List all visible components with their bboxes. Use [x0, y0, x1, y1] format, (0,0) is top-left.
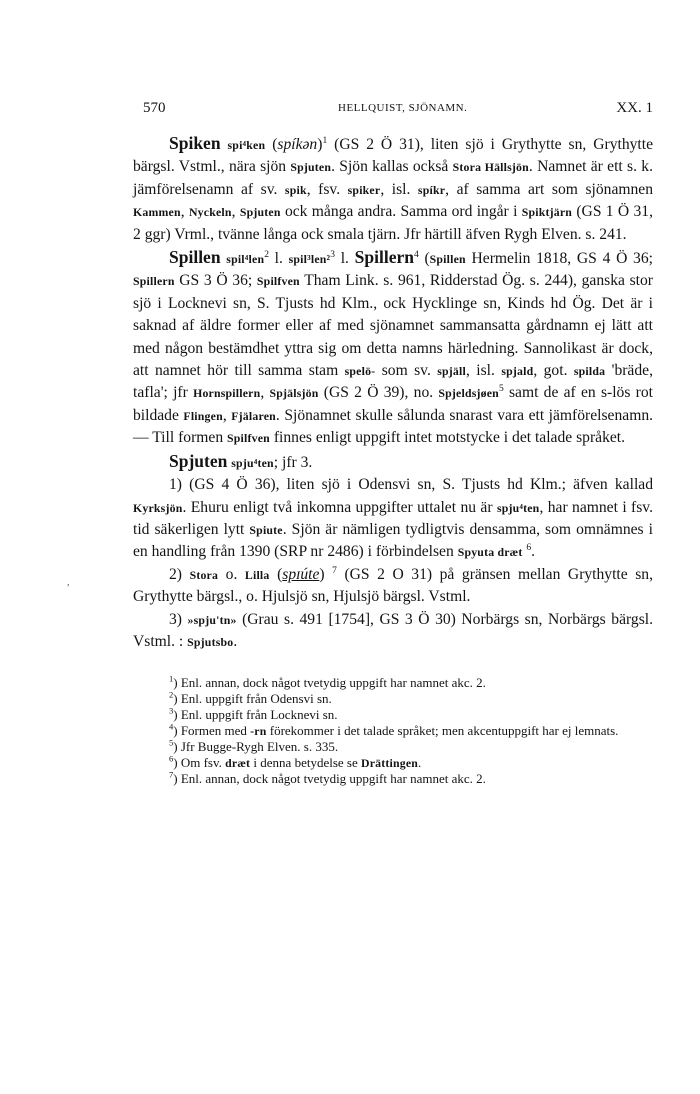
text: , fsv.	[306, 180, 348, 198]
text: (GS 2 O 31) på gränsen mellan Grythytte sn, Grythytte bärgsl., o. Hjulsjö sn, Hjulsjö bärgsl. Vstml.	[133, 565, 654, 606]
footnote-number: 1	[169, 674, 174, 685]
text: finnes enligt uppgift intet motstycke i det talade språket.	[269, 429, 626, 447]
text: ; jfr 3.	[273, 453, 313, 471]
text: , af samma art som sjönamnen	[445, 180, 654, 198]
subentry-1	[133, 474, 653, 564]
place-name: Spjeldsjøen	[438, 386, 499, 401]
text: (GS 2 Ö 39), no.	[318, 384, 439, 402]
footnote-ref[interactable]: 7	[332, 565, 337, 576]
footnote-ref[interactable]: 4	[414, 249, 419, 260]
text: ,	[231, 203, 240, 221]
entry-spillen	[133, 246, 653, 450]
text: (GS 1 Ö 31, 2 ggr) Vrml., tvänne långa ock smala tjärn. Jfr härtill äfven Rygh Elven. s. 241.	[133, 203, 654, 243]
text: .	[531, 543, 536, 561]
footnote-text: ) Enl. annan, dock något tvetydig uppgift har namnet akc. 2.	[173, 771, 486, 787]
word: spelö-	[344, 364, 376, 379]
pronunciation: spi⁴ken	[227, 138, 266, 152]
entry-spiken: Spiken spi⁴ken (spíkən)$^1$ (GS 2 Ö 31), liten sjö i Grythytte sn, Grythytte bärgsl. Vstml., nära sjön Spjuten. Sjön kallas också Stora Hällsjön. Namnet är ett s. k. jämförelsenamn af sv. spik, fsv. spiker, isl. spíkr, af samma art som sjönamnen Kammen, Nyckeln, Spjuten ock många andra. Samma ord ingår i Spiktjärn (GS 1 Ö 31, 2 ggr) Vrml., tvänne långa ock smala tjärn. Jfr härtill äfven Rygh Elven. s. 241.	[133, 133, 654, 243]
text: 'bräde, tafla'; jfr	[133, 362, 653, 402]
footnote-ref[interactable]: 1	[322, 135, 328, 146]
word: Spiute	[249, 522, 283, 537]
place-name: Spilfven	[227, 431, 270, 446]
place-name: Spillen	[429, 252, 466, 267]
word: -rn	[250, 724, 267, 739]
article-body	[133, 132, 653, 653]
text: Tham Link. s. 961, Ridderstad Ög. s. 244), ganska stor sjö i Locknevi sn, S. Tjusts hd Klm., ock Hycklinge sn, Kinds hd Ög. Det är i saknad af äldre former eller af med sjönamnet sammansatta gårdnamn ej lätt att med någon bestämdhet yttra sig om detta namns härledning. Sannolikast är dock, att namnet hör till samma stam	[133, 272, 653, 380]
text: . Sjön är nämligen tydligtvis densamma, som omnämnes i en handling från 1390 (SRP nr 2486) i förbindelsen	[133, 520, 653, 561]
place-name: Fjälaren	[231, 408, 276, 423]
text: ,	[222, 406, 232, 424]
text: , har namnet i fsv. tid säkerligen lytt	[133, 498, 653, 538]
place-name: Stora Hällsjön	[452, 160, 529, 175]
place-name: Kammen	[133, 205, 181, 220]
text: . Sjönamnet skulle sålunda snarast vara ett jämförelsenamn. — Till formen	[133, 406, 654, 447]
pronunciation: spil³len²	[288, 252, 331, 267]
text: , isl.	[465, 362, 502, 380]
text: .	[233, 632, 238, 650]
place-name: Spjuten	[290, 160, 332, 175]
text: o.	[218, 565, 245, 583]
footnote-number: 2	[169, 690, 174, 701]
entry-spjuten	[133, 450, 653, 474]
pronunciation: spju⁴ten	[496, 500, 540, 515]
text: (Grau s. 491 [1754], GS 3 Ö 30) Norbärgs sn, Norbärgs bärgsl. Vstml. :	[133, 610, 653, 650]
text: , isl.	[380, 180, 418, 198]
place-name: Spillern	[133, 274, 175, 289]
subentry-number: 1)	[169, 476, 182, 494]
footnote-number: 5	[169, 738, 174, 749]
footnote-text: ) Jfr Bugge-Rygh Elven. s. 335.	[173, 739, 339, 755]
footnote-number: 6	[169, 754, 174, 765]
section-number: XX. 1	[616, 100, 653, 116]
footnote-text: ) Enl. annan, dock något tvetydig uppgift har namnet akc. 2.	[173, 675, 486, 691]
subentry-2	[133, 564, 653, 609]
footnote-text: ) Enl. uppgift från Locknevi sn.	[173, 707, 338, 723]
footnote-text: .	[418, 755, 422, 771]
footnote-4	[133, 723, 653, 739]
place-name: Spiktjärn	[521, 205, 573, 220]
footnote-3	[133, 707, 653, 723]
footnote-text: ) Enl. uppgift från Odensvi sn.	[173, 691, 332, 707]
place-name: Flingen	[183, 408, 223, 423]
footnote-ref[interactable]: 5	[498, 384, 504, 395]
place-name: Drättingen	[361, 756, 419, 771]
place-name: Spjuten	[239, 205, 281, 220]
footnote-number: 7	[169, 770, 174, 781]
footnote-5	[133, 739, 653, 755]
text: ,	[260, 384, 270, 402]
word: »spju'tn»	[187, 612, 237, 627]
word: spjäll	[437, 364, 466, 379]
place-name: Nyckeln	[188, 205, 232, 220]
text: l.	[268, 250, 289, 268]
pronunciation: spju⁴ten	[231, 455, 274, 470]
subentry-3	[133, 609, 653, 654]
footnote-ref[interactable]: 6	[526, 543, 532, 554]
place-name: Spjälsjön	[269, 386, 319, 401]
footnote-ref[interactable]: 3	[330, 249, 336, 260]
place-name: Stora	[189, 567, 219, 582]
footnote-1	[133, 675, 653, 691]
margin-mark: ,	[67, 577, 70, 588]
text: Hermelin 1818, GS 4 Ö 36;	[465, 250, 653, 268]
text: som sv.	[375, 362, 438, 380]
subentry-number: 2)	[169, 565, 182, 583]
headword: Spiken	[169, 133, 221, 153]
pronunciation: spil⁴len	[226, 252, 265, 267]
text: . Sjön kallas också	[331, 158, 453, 176]
footnote-text: ) Om fsv.	[173, 755, 226, 771]
headword: Spjuten	[169, 450, 228, 471]
word: spilda	[573, 364, 606, 379]
footnote-6	[133, 755, 653, 771]
text: (	[418, 250, 430, 268]
place-name: Spilfven	[256, 274, 300, 289]
footnote-ref[interactable]: 2	[264, 249, 269, 260]
text: (GS 2 Ö 31), liten sjö i Grythytte sn, Grythytte bärgsl. Vstml., nära sjön	[133, 136, 654, 176]
headword: Spillen	[169, 247, 221, 268]
text: . Ehuru enligt två inkomna uppgifter uttalet nu är	[182, 498, 497, 516]
text: samt de af en s-lös rot bildade	[133, 384, 653, 424]
place-name: Lilla	[244, 567, 270, 582]
footnote-7	[133, 771, 653, 787]
text: )	[319, 565, 325, 583]
running-header	[133, 100, 653, 122]
phonetic: spɪúte	[282, 565, 320, 583]
headword: Spillern	[354, 247, 414, 268]
text: ,	[180, 203, 189, 221]
page	[133, 100, 653, 787]
word: spiker	[347, 182, 381, 197]
word: spjald	[501, 364, 534, 379]
footnote-2	[133, 691, 653, 707]
word: Spyuta dræt	[457, 545, 523, 560]
word: dræt	[225, 756, 251, 771]
text: (	[269, 565, 283, 583]
footnote-text: förekommer i det talade språket; men akcentuppgift har ej lemnats.	[266, 723, 619, 739]
text: ock många andra. Samma ord ingår i	[280, 203, 522, 221]
text: GS 3 Ö 36;	[174, 272, 257, 290]
text: l.	[335, 250, 355, 268]
running-title: HELLQUIST, SJÖNAMN.	[338, 102, 468, 114]
word: spik	[284, 182, 307, 197]
text: (GS 4 Ö 36), liten sjö i Odensvi sn, S. Tjusts hd Klm.; äfven kallad	[182, 476, 653, 494]
footnote-text: i denna betydelse se	[250, 755, 361, 771]
phonetic: spíkən	[277, 136, 318, 153]
place-name: Kyrksjön	[133, 500, 183, 515]
footnote-text: ) Formen med	[173, 723, 251, 739]
place-name: Hornspillern	[193, 386, 261, 401]
page-number: 570	[143, 100, 166, 116]
text: . Namnet är ett s. k. jämförelsenamn af sv.	[133, 158, 653, 198]
place-name: Spjutsbo	[187, 634, 234, 649]
text: , got.	[533, 362, 574, 380]
footnote-number: 3	[169, 706, 174, 717]
footnotes	[133, 675, 653, 787]
footnote-number: 4	[169, 722, 174, 733]
subentry-number: 3)	[169, 610, 182, 628]
word: spíkr	[417, 182, 446, 197]
